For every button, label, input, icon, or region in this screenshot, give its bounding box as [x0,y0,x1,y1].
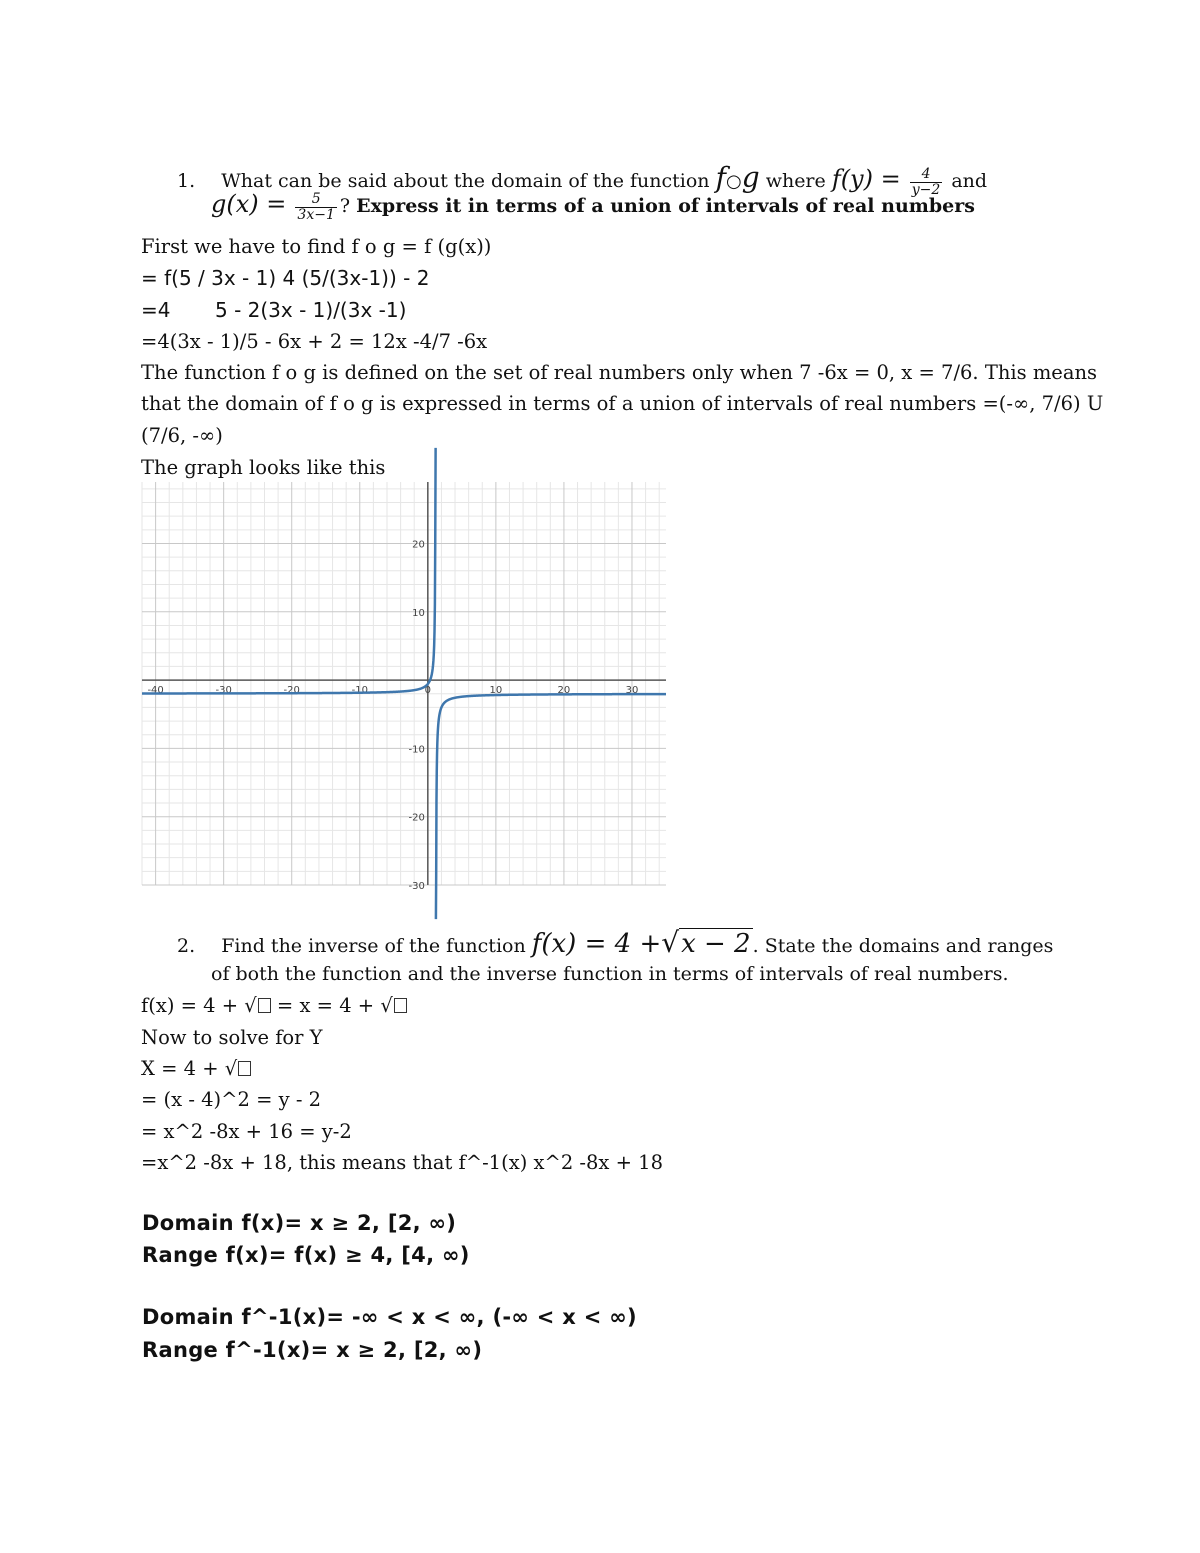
q1-and: and [951,170,988,192]
work1-line-5: The function f o g is defined on the set of real numbers only when 7 -6x = 0, x = 7/6. This means [141,361,1098,384]
y-tick-label: 10 [412,607,425,619]
work2-line-2: Now to solve for Y [141,1026,323,1049]
work2-line-3 [141,1057,251,1080]
work2-line-4: = (x - 4)^2 = y - 2 [141,1088,322,1111]
work2-line-6: =x^2 -8x + 18, this means that f^-1(x) x^2 -8x + 18 [141,1151,663,1174]
work2-line3-a: X = 4 + √ [141,1057,238,1080]
x-tick-label: 30 [625,685,639,697]
graph-svg [142,482,666,892]
y-tick-label: -20 [408,812,425,824]
graph [142,482,666,892]
y-tick-label: -30 [408,881,425,892]
x-tick-label: -20 [283,685,300,697]
x-tick-label: -10 [351,685,368,697]
summary-range-f: Range f(x)= f(x) ≥ 4, [4, ∞) [142,1243,470,1267]
work1-line-4: =4(3x - 1)/5 - 6x + 2 = 12x -4/7 -6x [141,330,488,353]
work2-line1-b: = x = 4 + √ [270,994,393,1017]
q1-where: where [765,170,826,192]
gx-fraction [295,192,336,223]
work2-line-1 [141,994,407,1017]
q2-text-b: . State the domains and ranges [752,935,1054,957]
gx-den: 3x−1 [297,206,335,223]
q2-line1 [177,926,1053,959]
q1-text-a: What can be said about the domain of the function [221,170,710,192]
placeholder-box-icon [238,1061,251,1076]
q1-bold-text: Express it in terms of a union of intervals of real numbers [356,195,975,217]
fog-f: f [715,161,726,194]
work1-line-2: = f(5 / 3x - 1) 4 (5/(3x-1)) - 2 [141,266,430,290]
q2-fx-radicand: x − 2 [681,929,751,959]
fy-lhs: f(y) = [831,165,901,193]
work1-line-8: The graph looks like this [141,456,386,479]
q2-sqrt-icon: √ [661,926,680,959]
q1-line2 [211,190,975,223]
work2-line1-a: f(x) = 4 + √ [141,994,257,1017]
q1-number: 1. [177,170,196,192]
gx-num: 5 [311,190,321,207]
placeholder-box-icon [394,998,407,1013]
y-tick-label: -10 [408,744,425,756]
x-tick-label: -40 [147,685,164,697]
q2-text-a: Find the inverse of the function [221,935,526,957]
x-tick-label: 20 [557,685,571,697]
work2-line-5: = x^2 -8x + 16 = y-2 [141,1120,352,1143]
work1-line-6: that the domain of f o g is expressed in terms of a union of intervals of real numbers =(-∞, 7/6) U [141,392,1104,415]
x-tick-label: 10 [489,685,503,697]
fy-num: 4 [921,165,931,182]
summary-domain-finv: Domain f^-1(x)= -∞ < x < ∞, (-∞ < x < ∞) [142,1305,637,1329]
x-tick-label: -30 [215,685,232,697]
work1-line-7: (7/6, -∞) [141,424,223,447]
placeholder-box-icon [258,998,271,1013]
fog-g: g [741,161,760,194]
x-tick-label: 0 [424,685,432,697]
y-tick-label: 20 [412,539,425,551]
q2-number: 2. [177,935,196,957]
summary-domain-f: Domain f(x)= x ≥ 2, [2, ∞) [142,1211,457,1235]
q2-fx-lhs: f(x) = 4 + [531,929,662,959]
q1-qmark: ? [339,195,351,217]
graph-background [142,482,666,885]
work1-line-3: =4 5 - 2(3x - 1)/(3x -1) [141,298,407,322]
fog-circ: ○ [725,171,742,192]
work1-line-1: First we have to find f o g = f (g(x)) [141,235,492,258]
q2-line2: of both the function and the inverse function in terms of intervals of real numbers. [211,963,1009,985]
summary-range-finv: Range f^-1(x)= x ≥ 2, [2, ∞) [142,1338,483,1362]
gx-lhs: g(x) = [211,190,287,218]
fy-den: y−2 [911,181,941,198]
